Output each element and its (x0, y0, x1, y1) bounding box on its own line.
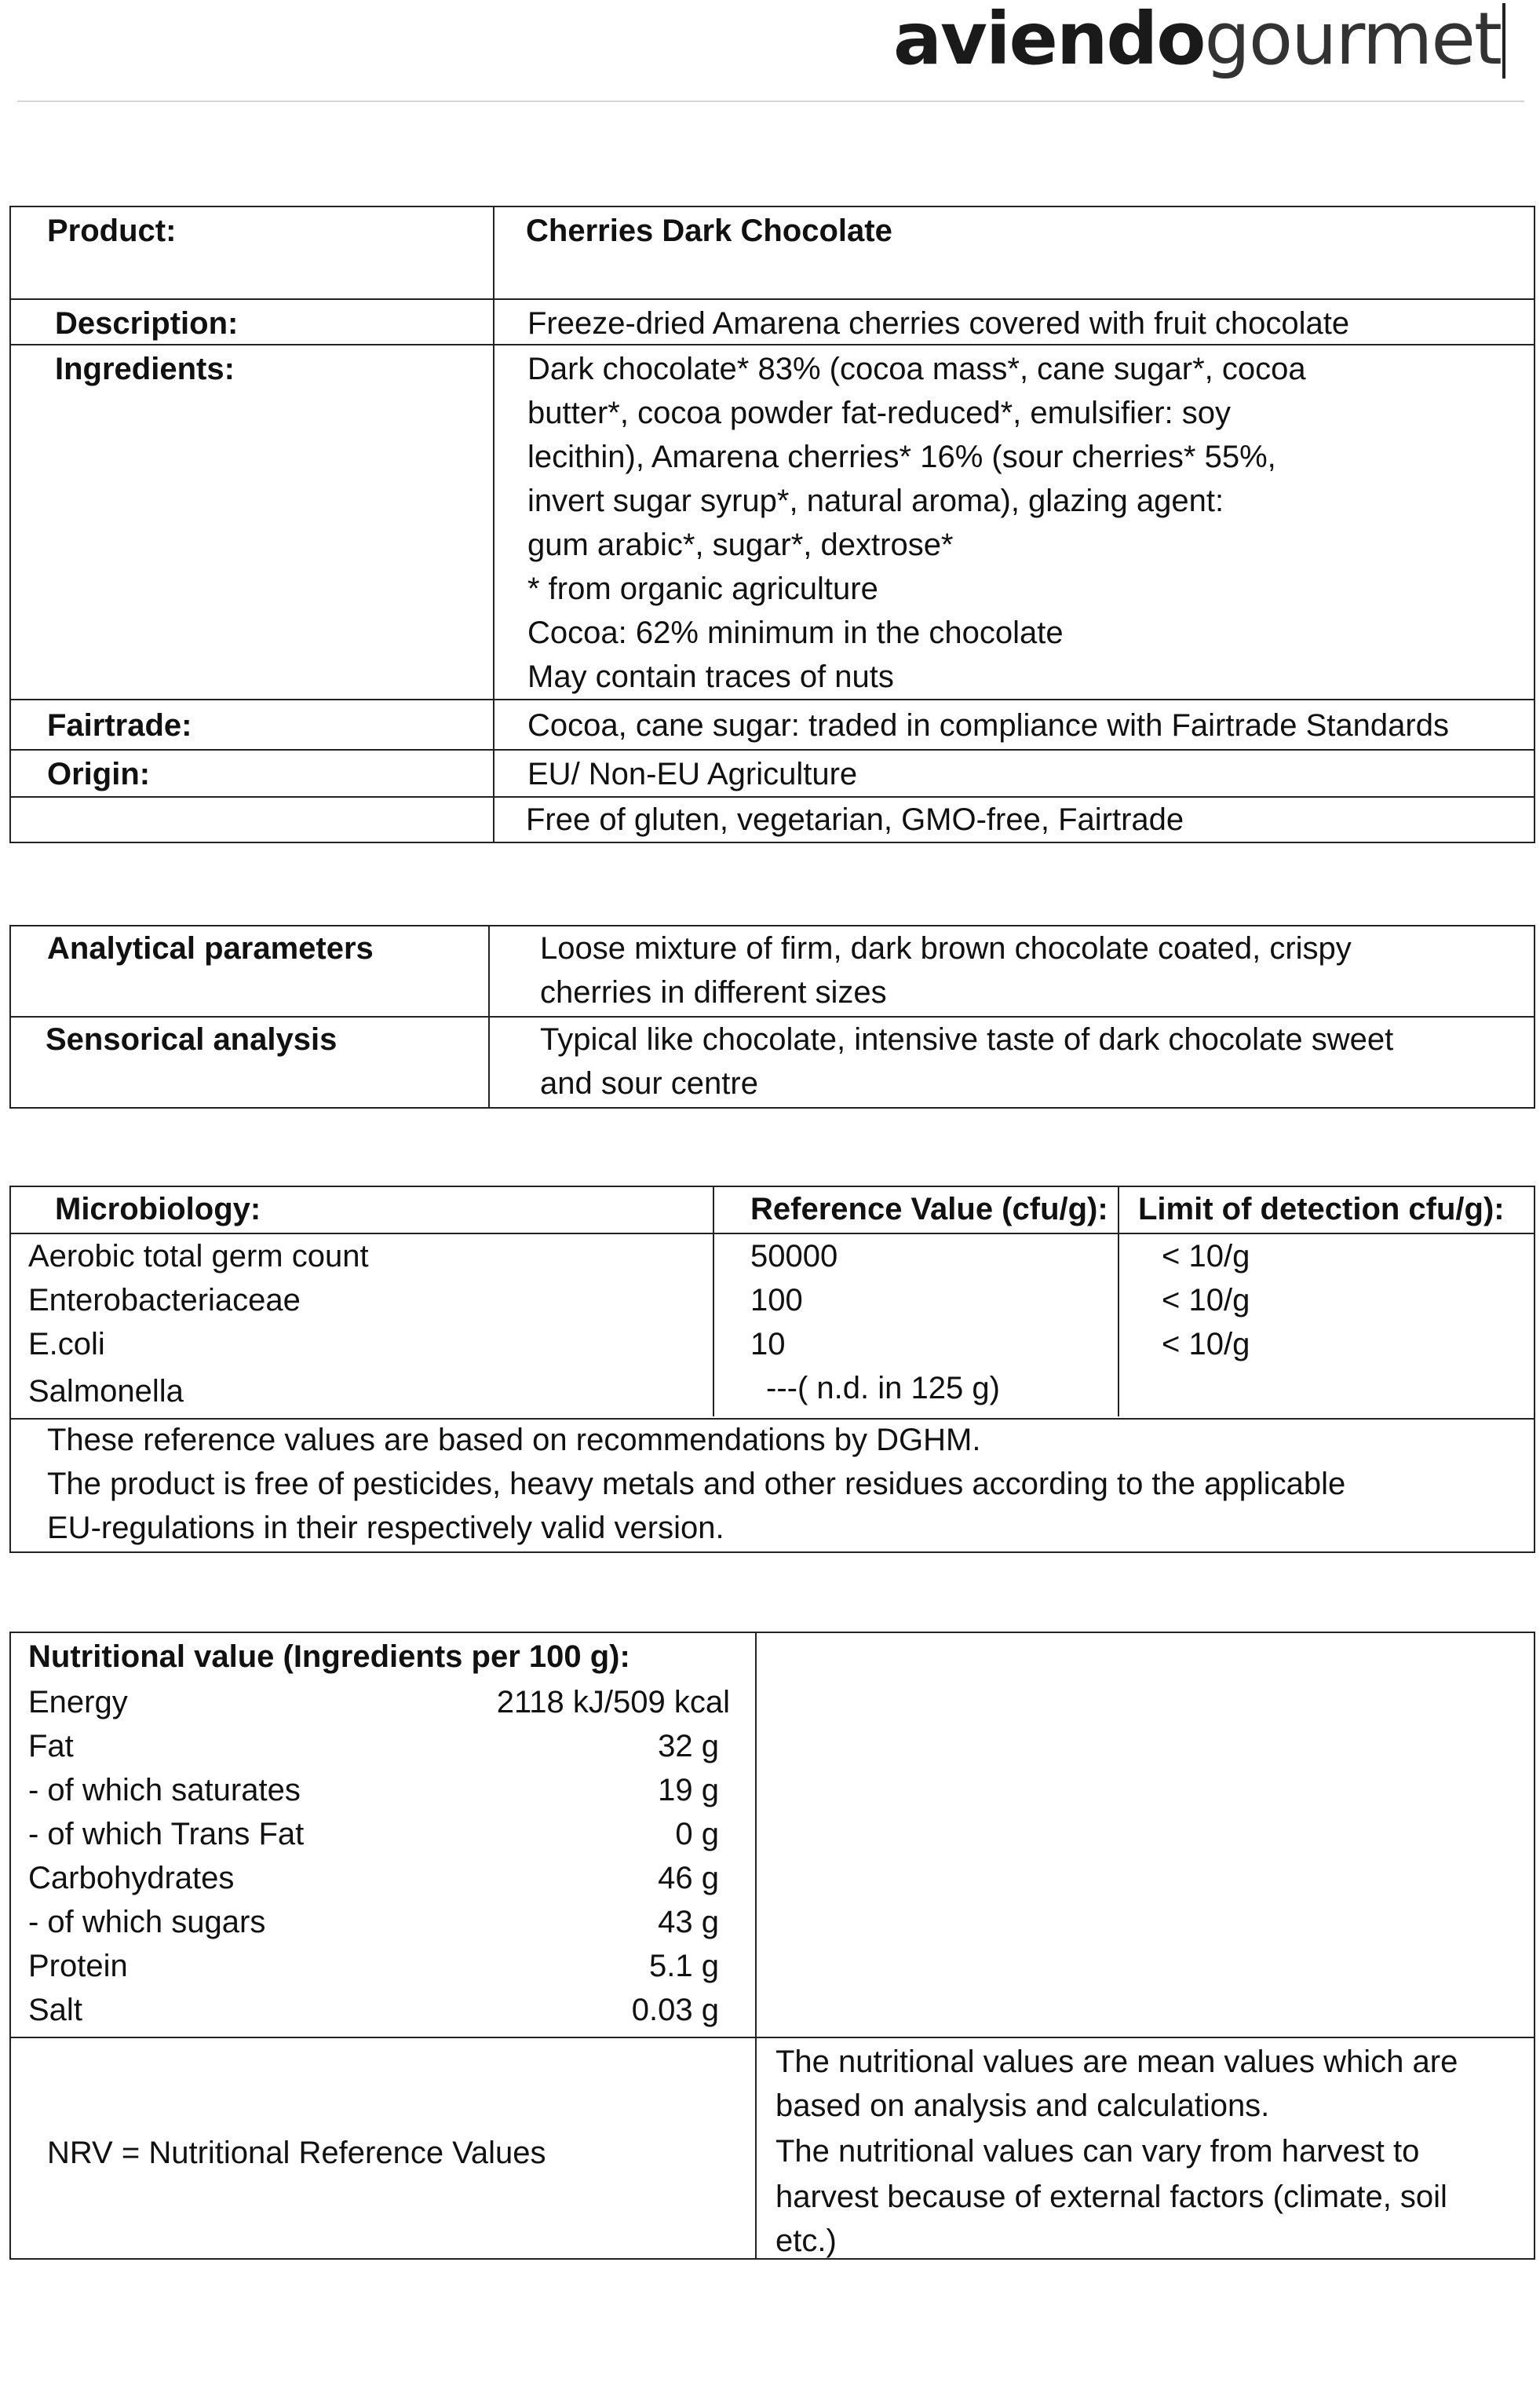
ingredients-line: lecithin), Amarena cherries* 16% (sour cherries* 55%, (527, 440, 1276, 474)
nutrition-row-name: Salt (28, 1993, 82, 2027)
nutrition-divider (755, 1633, 757, 2258)
nutrition-row-value: 43 g (658, 1905, 719, 1939)
nutrition-table (9, 1632, 1535, 2260)
description-value: Freeze-dried Amarena cherries covered with fruit chocolate (527, 306, 1350, 341)
analytical-line: cherries in different sizes (540, 975, 887, 1010)
micro-row-reference: 10 (750, 1327, 786, 1361)
ingredients-line: * from organic agriculture (527, 572, 878, 606)
ingredients-line: invert sugar syrup*, natural aroma), glazing agent: (527, 484, 1224, 518)
nutrition-row-name: - of which Trans Fat (28, 1817, 305, 1851)
ingredients-line: butter*, cocoa powder fat-reduced*, emulsifier: soy (527, 396, 1231, 430)
brand-logo-light: gourmet (1204, 0, 1501, 81)
row-line (11, 749, 1534, 751)
micro-header: Microbiology: (55, 1192, 261, 1226)
sensorical-line: and sour centre (540, 1066, 758, 1101)
micro-note: EU-regulations in their respectively valid version. (47, 1511, 724, 1545)
micro-row-limit: < 10/g (1162, 1283, 1250, 1317)
product-label: Product: (47, 214, 177, 248)
ingredients-line: Dark chocolate* 83% (cocoa mass*, cane sugar*, cocoa (527, 352, 1306, 386)
description-label: Description: (55, 306, 239, 341)
nutrition-row-name: Protein (28, 1949, 128, 1983)
micro-divider-1 (713, 1187, 714, 1416)
analytical-line: Loose mixture of firm, dark brown chocolate coated, crispy (540, 931, 1352, 966)
nutrition-row-value: 32 g (658, 1729, 719, 1763)
origin-label: Origin: (47, 757, 151, 791)
sensorical-line: Typical like chocolate, intensive taste of dark chocolate sweet (540, 1022, 1394, 1057)
micro-row-name: Aerobic total germ count (28, 1239, 369, 1274)
nutrition-row-value: 0.03 g (631, 1993, 719, 2027)
nutrition-row-value: 46 g (658, 1861, 719, 1895)
nutrition-row-name: Energy (28, 1685, 128, 1719)
mean-note-line: The nutritional values can vary from harvest to (775, 2134, 1420, 2169)
nutrition-header: Nutritional value (Ingredients per 100 g): (28, 1639, 630, 1674)
nutrition-row-value: 19 g (658, 1773, 719, 1807)
row-line (11, 699, 1534, 700)
analytical-label: Analytical parameters (47, 931, 374, 966)
nutrition-row-value: 2118 kJ/509 kcal (496, 1685, 730, 1719)
brand-logo-bold: aviendo (892, 0, 1205, 81)
row-line (11, 2037, 1534, 2038)
micro-note: The product is free of pesticides, heavy metals and other residues according to the applicable (47, 1467, 1346, 1501)
brand-logo-bar (1502, 3, 1505, 79)
nutrition-row-name: Fat (28, 1729, 74, 1763)
product-table (9, 206, 1535, 843)
micro-row-reference: ---( n.d. in 125 g) (766, 1371, 1000, 1405)
ingredients-label: Ingredients: (55, 352, 235, 386)
ingredients-line: Cocoa: 62% minimum in the chocolate (527, 616, 1064, 650)
fairtrade-value: Cocoa, cane sugar: traded in compliance with Fairtrade Standards (527, 708, 1449, 743)
micro-row-name: E.coli (28, 1327, 105, 1361)
product-value: Cherries Dark Chocolate (526, 214, 892, 248)
analysis-table (9, 925, 1535, 1109)
micro-row-name: Salmonella (28, 1374, 184, 1409)
nutrition-row-value: 5.1 g (649, 1949, 719, 1983)
nutrition-row-value: 0 g (675, 1817, 719, 1851)
origin-value: EU/ Non-EU Agriculture (527, 757, 858, 791)
micro-reference-header: Reference Value (cfu/g): (750, 1192, 1108, 1226)
nutrition-row-name: - of which sugars (28, 1905, 266, 1939)
mean-note-line: The nutritional values are mean values which are (775, 2045, 1458, 2079)
micro-note: These reference values are based on recommendations by DGHM. (47, 1423, 981, 1457)
sensorical-label: Sensorical analysis (46, 1022, 338, 1057)
micro-row-reference: 50000 (750, 1239, 838, 1274)
ingredients-line: gum arabic*, sugar*, dextrose* (527, 528, 954, 562)
ingredients-line: May contain traces of nuts (527, 660, 894, 694)
header-rule (17, 100, 1524, 102)
micro-divider-2 (1118, 1187, 1119, 1416)
fairtrade-label: Fairtrade: (47, 708, 192, 743)
mean-note-line: harvest because of external factors (climate, soil (775, 2180, 1447, 2214)
micro-row-limit: < 10/g (1162, 1327, 1250, 1361)
free-of-value: Free of gluten, vegetarian, GMO-free, Fairtrade (526, 802, 1184, 837)
nutrition-row-name: - of which saturates (28, 1773, 301, 1807)
brand-logo (893, 0, 1505, 86)
mean-note-line: based on analysis and calculations. (775, 2089, 1270, 2123)
nrv-note: NRV = Nutritional Reference Values (47, 2136, 546, 2170)
micro-row-name: Enterobacteriaceae (28, 1283, 301, 1317)
mean-note-line: etc.) (775, 2224, 837, 2258)
micro-row-limit: < 10/g (1162, 1239, 1250, 1274)
microbiology-table (9, 1186, 1535, 1553)
micro-limit-header: Limit of detection cfu/g): (1138, 1192, 1505, 1226)
product-table-divider (493, 207, 494, 842)
micro-row-reference: 100 (750, 1283, 803, 1317)
row-line (11, 298, 1534, 300)
nutrition-row-name: Carbohydrates (28, 1861, 235, 1895)
